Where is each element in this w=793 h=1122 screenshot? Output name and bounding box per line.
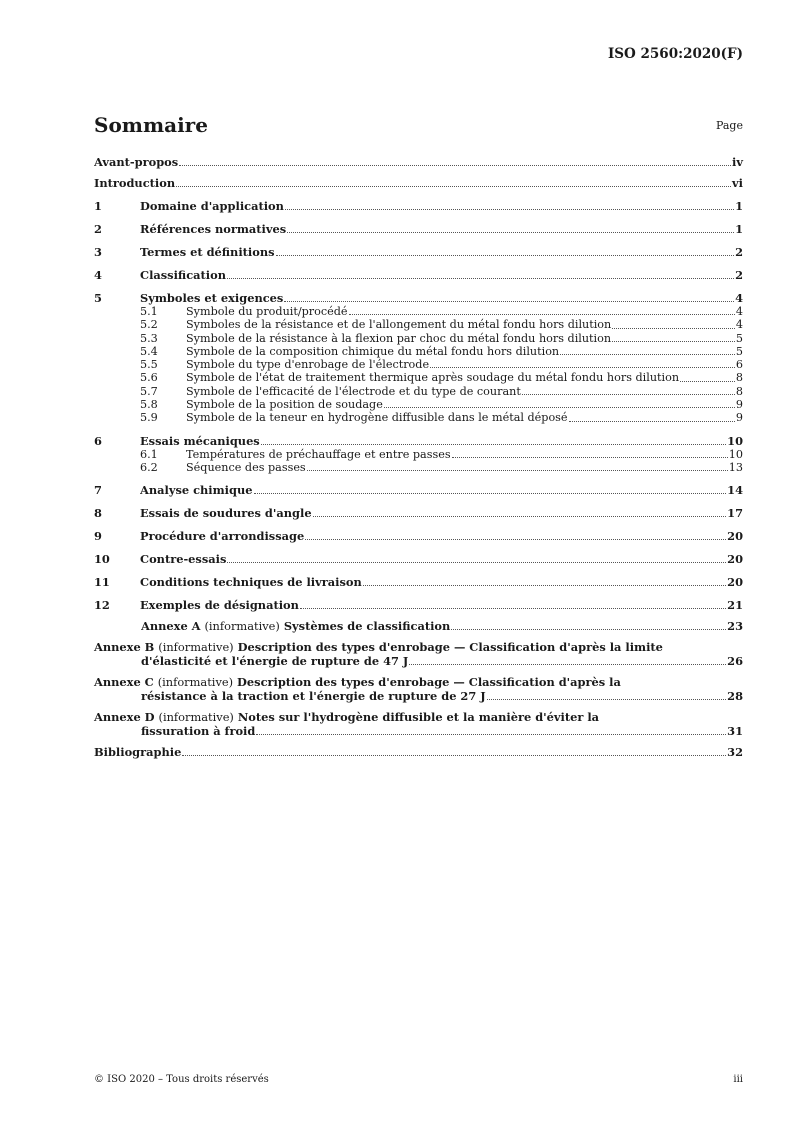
entry-title: Classification	[140, 268, 226, 282]
toc-subsection-entry[interactable]	[94, 398, 743, 411]
dot-leader	[384, 407, 735, 408]
dot-leader	[256, 734, 726, 735]
dot-leader	[612, 328, 735, 329]
toc-entry[interactable]	[94, 155, 743, 169]
entry-page: 9	[735, 398, 743, 412]
annex-line	[94, 619, 743, 633]
document-reference: ISO 2560:2020(F)	[607, 46, 743, 62]
toc-subsection-entry[interactable]	[94, 385, 743, 398]
toc-subsection-entry[interactable]	[94, 345, 743, 358]
entry-title: Domaine d'application	[140, 199, 284, 213]
entry-title: Introduction	[94, 176, 176, 190]
annex-second-line[interactable]	[94, 724, 743, 738]
entry-number: 5.6	[140, 371, 158, 385]
dot-leader	[285, 209, 734, 210]
dot-leader	[261, 444, 726, 445]
toc-subsection-entry[interactable]	[94, 358, 743, 371]
dot-leader	[612, 341, 735, 342]
toc-subsection-entry[interactable]	[94, 461, 743, 474]
table-of-contents	[94, 155, 743, 759]
entry-title: Symbole du type d'enrobage de l'électrode	[186, 358, 430, 372]
entry-title: Symbole de la composition chimique du métal fondu hors dilution	[186, 344, 560, 358]
entry-title: Symbole de la teneur en hydrogène diffusible dans le métal déposé	[186, 411, 568, 425]
annex-label: Annexe D	[94, 710, 155, 725]
toc-section-entry[interactable]	[94, 291, 743, 305]
toc-entry[interactable]	[94, 745, 743, 759]
entry-page: 23	[727, 619, 743, 634]
entry-page: 13	[728, 460, 743, 474]
dot-leader	[487, 699, 727, 700]
entry-number: 8	[94, 506, 102, 521]
annex-first-line	[94, 675, 743, 689]
entry-title: Procédure d'arrondissage	[140, 529, 305, 544]
entry-title: Essais de soudures d'angle	[140, 506, 312, 521]
annex-label: Annexe C	[94, 675, 154, 690]
entry-number: 5.3	[140, 331, 158, 345]
entry-page: 20	[727, 575, 743, 590]
toc-annex-entry[interactable]	[94, 640, 743, 668]
annex-title: Notes sur l'hydrogène diffusible et la manière d'éviter la	[237, 710, 600, 725]
dot-leader	[276, 255, 735, 256]
toc-annex-entry[interactable]	[94, 710, 743, 738]
entry-title: Analyse chimique	[140, 483, 253, 498]
toc-subsection-entry[interactable]	[94, 318, 743, 331]
dot-leader	[182, 755, 726, 756]
dot-leader	[176, 186, 731, 187]
toc-subsection-entry[interactable]	[94, 332, 743, 345]
page-column-label: Page	[715, 119, 743, 132]
toc-section-entry[interactable]	[94, 598, 743, 612]
entry-page: 9	[735, 411, 743, 425]
entry-page: 4	[735, 291, 743, 305]
entry-title: Conditions techniques de livraison	[140, 575, 362, 590]
entry-page: 1	[735, 199, 743, 213]
entry-number: 5.9	[140, 411, 158, 425]
entry-number: 6	[94, 433, 102, 448]
entry-page: 14	[727, 483, 743, 498]
annex-first-line	[94, 710, 743, 724]
entry-page: 1	[735, 222, 743, 236]
dot-leader	[284, 301, 734, 302]
annex-type: (informative)	[158, 640, 234, 655]
dot-leader	[452, 457, 728, 458]
entry-number: 11	[94, 575, 110, 590]
entry-title: Exemples de désignation	[140, 598, 299, 613]
entry-number: 6.1	[140, 447, 158, 461]
entry-page: 8	[735, 384, 743, 398]
copyright-notice: © ISO 2020 – Tous droits réservés	[94, 1074, 269, 1085]
entry-title: Symboles de la résistance et de l'allongement du métal fondu hors dilution	[186, 318, 612, 332]
entry-number: 5.8	[140, 398, 158, 412]
entry-page: 4	[735, 305, 743, 318]
annex-title: Description des types d'enrobage — Classification d'après la	[237, 675, 621, 690]
dot-leader	[254, 493, 727, 494]
entry-title: résistance à la traction et l'énergie de rupture de 27 J	[141, 689, 486, 704]
dot-leader	[307, 470, 728, 471]
entry-number: 2	[94, 222, 102, 236]
toc-section-entry[interactable]	[94, 222, 743, 236]
dot-leader	[430, 367, 735, 368]
entry-page: 2	[735, 268, 743, 282]
toc-section-entry[interactable]	[94, 434, 743, 448]
entry-page: 28	[727, 689, 743, 704]
entry-title: Contre-essais	[140, 552, 227, 567]
entry-number: 9	[94, 529, 102, 544]
dot-leader	[300, 608, 726, 609]
toc-section-entry[interactable]	[94, 245, 743, 259]
entry-title: Symboles et exigences	[140, 291, 284, 305]
dot-leader	[313, 516, 727, 517]
toc-subsection-entry[interactable]	[94, 411, 743, 424]
entry-title: fissuration à froid	[141, 724, 256, 739]
dot-leader	[569, 421, 735, 422]
entry-page: 20	[727, 552, 743, 567]
toc-section-entry[interactable]	[94, 552, 743, 566]
entry-page: 20	[727, 529, 743, 544]
dot-leader	[287, 232, 734, 233]
entry-page: vi	[732, 176, 743, 190]
entry-title: Termes et définitions	[140, 245, 275, 259]
annex-first-line	[94, 640, 743, 654]
entry-title: Symbole de la position de soudage	[186, 398, 383, 412]
toc-entry[interactable]	[94, 176, 743, 190]
annex-label: Annexe B	[94, 640, 155, 655]
entry-title: Symbole de la résistance à la flexion par choc du métal fondu hors dilution	[186, 331, 612, 345]
entry-page: 5	[735, 331, 743, 345]
page-number: iii	[733, 1074, 743, 1085]
entry-page: 2	[735, 245, 743, 259]
entry-page: 31	[727, 724, 743, 739]
annex-label: Annexe A	[141, 619, 201, 634]
entry-page: 21	[727, 598, 743, 613]
annex-second-line[interactable]	[94, 689, 743, 703]
entry-title: Séquence des passes	[186, 460, 306, 474]
entry-page: 10	[727, 433, 743, 448]
dot-leader	[227, 278, 734, 279]
entry-number: 1	[94, 199, 102, 213]
dot-leader	[227, 562, 726, 563]
dot-leader	[179, 165, 731, 166]
entry-page: 26	[727, 654, 743, 669]
dot-leader	[560, 354, 735, 355]
toc-subsection-entry[interactable]	[94, 305, 743, 318]
entry-number: 12	[94, 598, 110, 613]
entry-page: 10	[728, 447, 743, 461]
entry-number: 5.7	[140, 384, 158, 398]
toc-subsection-entry[interactable]	[94, 448, 743, 461]
dot-leader	[363, 585, 726, 586]
toc-subsection-entry[interactable]	[94, 371, 743, 384]
entry-number: 5.4	[140, 344, 158, 358]
annex-heading	[141, 619, 450, 633]
entry-number: 3	[94, 245, 102, 259]
entry-page: 4	[735, 318, 743, 332]
entry-page: 5	[735, 344, 743, 358]
annex-title: Description des types d'enrobage — Classification d'après la limite	[237, 640, 663, 655]
entry-page: iv	[732, 155, 743, 169]
entry-page: 8	[735, 371, 743, 385]
annex-type: (informative)	[157, 675, 234, 690]
annex-type: (informative)	[158, 710, 234, 725]
entry-title: Symbole de l'état de traitement thermique après soudage du métal fondu hors dilution	[186, 371, 680, 385]
entry-page: 32	[727, 745, 743, 760]
entry-title: Références normatives	[140, 222, 287, 236]
entry-title: Températures de préchauffage et entre passes	[186, 447, 451, 461]
dot-leader	[349, 314, 735, 315]
toc-section-entry[interactable]	[94, 199, 743, 213]
entry-title: d'élasticité et l'énergie de rupture de 47 J	[141, 654, 409, 669]
toc-heading: Sommaire	[94, 113, 208, 137]
entry-page: 6	[735, 358, 743, 372]
toc-section-entry[interactable]	[94, 483, 743, 497]
toc-section-entry[interactable]	[94, 575, 743, 589]
toc-annex-entry[interactable]	[94, 675, 743, 703]
annex-title: Systèmes de classification	[283, 619, 451, 634]
entry-title: Essais mécaniques	[140, 433, 260, 448]
entry-title: Symbole de l'efficacité de l'électrode et du type de courant	[186, 384, 521, 398]
toc-section-entry[interactable]	[94, 268, 743, 282]
entry-number: 5.1	[140, 305, 158, 318]
annex-second-line[interactable]	[94, 654, 743, 668]
entry-number: 4	[94, 268, 102, 282]
dot-leader	[409, 664, 726, 665]
entry-number: 7	[94, 483, 102, 498]
dot-leader	[522, 394, 735, 395]
entry-page: 17	[727, 506, 743, 521]
entry-number: 5	[94, 291, 102, 305]
dot-leader	[680, 381, 735, 382]
page-footer	[94, 1074, 743, 1085]
toc-section-entry[interactable]	[94, 529, 743, 543]
entry-title: Avant-propos	[94, 155, 179, 169]
entry-number: 6.2	[140, 460, 158, 474]
entry-title: Symbole du produit/procédé	[186, 305, 348, 318]
entry-number: 5.5	[140, 358, 158, 372]
dot-leader	[451, 629, 726, 630]
entry-number: 10	[94, 552, 110, 567]
toc-section-entry[interactable]	[94, 506, 743, 520]
dot-leader	[305, 539, 726, 540]
entry-title: Bibliographie	[94, 745, 182, 760]
annex-type: (informative)	[204, 619, 280, 634]
entry-number: 5.2	[140, 318, 158, 332]
toc-annex-entry[interactable]	[94, 619, 743, 633]
